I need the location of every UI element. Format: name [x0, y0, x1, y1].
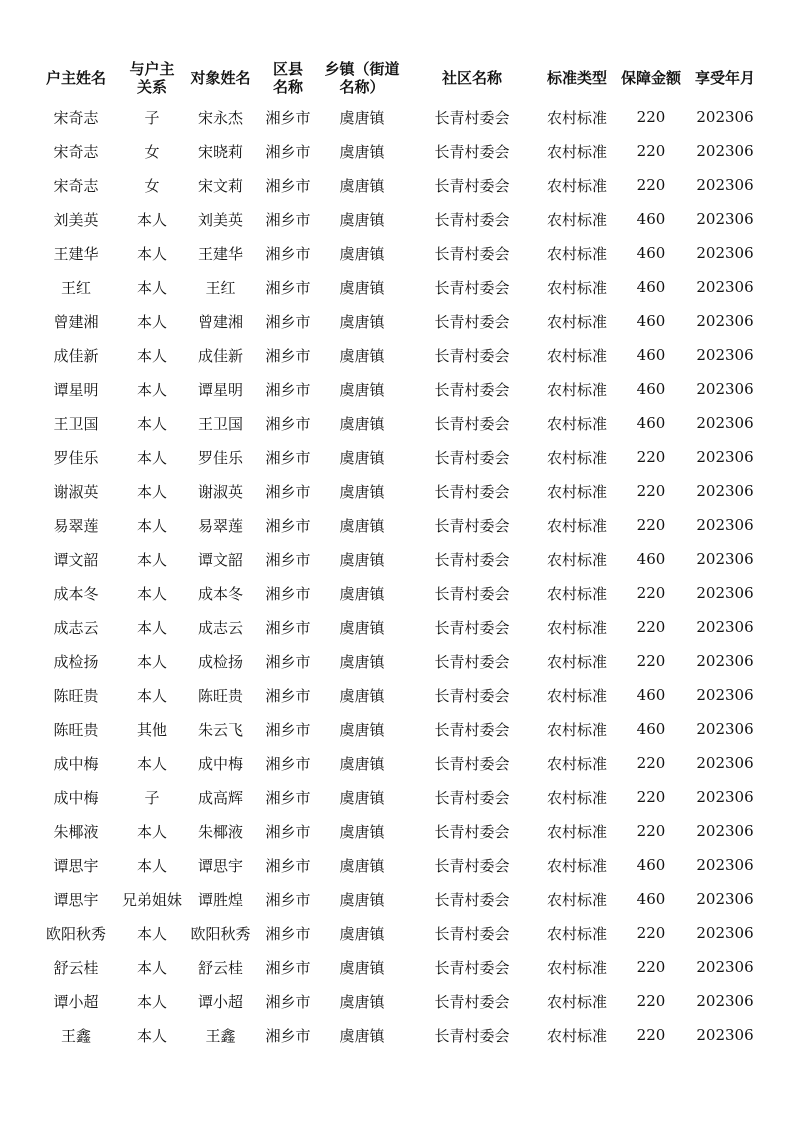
- header-row: [30, 56, 765, 100]
- amount-cell: 460: [636, 312, 666, 330]
- householder-name-cell: 成佳新: [53, 346, 99, 365]
- period-cell: 202306: [696, 414, 754, 432]
- standard-type-cell: 农村标准: [546, 210, 607, 229]
- recipient-name-cell: 朱云飞: [197, 720, 243, 739]
- community-cell: 长青村委会: [434, 516, 510, 535]
- town-cell: 虞唐镇: [339, 652, 385, 671]
- householder-name-cell: 谭文韶: [53, 550, 99, 569]
- relation-cell: 女: [144, 176, 160, 195]
- district-cell: 湘乡市: [265, 822, 311, 841]
- standard-type-cell: 农村标准: [546, 108, 607, 127]
- period-cell: 202306: [696, 856, 754, 874]
- recipient-name-cell: 谭胜煌: [197, 890, 243, 909]
- community-cell: 长青村委会: [434, 754, 510, 773]
- header-district-line2: 名称: [272, 78, 303, 96]
- recipient-name-cell: 刘美英: [197, 210, 243, 229]
- district-cell: 湘乡市: [265, 108, 311, 127]
- period-cell: 202306: [696, 686, 754, 704]
- district-cell: 湘乡市: [265, 890, 311, 909]
- period-cell: 202306: [696, 516, 754, 534]
- relation-cell: 本人: [136, 278, 167, 297]
- relation-cell: 本人: [136, 312, 167, 331]
- community-cell: 长青村委会: [434, 448, 510, 467]
- community-cell: 长青村委会: [434, 584, 510, 603]
- period-cell: 202306: [696, 618, 754, 636]
- recipient-name-cell: 舒云桂: [197, 958, 243, 977]
- town-cell: 虞唐镇: [339, 176, 385, 195]
- community-cell: 长青村委会: [434, 958, 510, 977]
- town-cell: 虞唐镇: [339, 312, 385, 331]
- standard-type-cell: 农村标准: [546, 754, 607, 773]
- relation-cell: 本人: [136, 516, 167, 535]
- period-cell: 202306: [696, 278, 754, 296]
- recipient-name-cell: 朱椰液: [197, 822, 243, 841]
- relation-cell: 兄弟姐妹: [122, 890, 183, 909]
- amount-cell: 460: [636, 414, 666, 432]
- community-cell: 长青村委会: [434, 992, 510, 1011]
- table-row: [30, 984, 765, 1018]
- table-row: [30, 100, 765, 134]
- period-cell: 202306: [696, 244, 754, 262]
- header-relation-line1: 与户主: [129, 60, 175, 78]
- period-cell: 202306: [696, 550, 754, 568]
- table-row: [30, 950, 765, 984]
- amount-cell: 220: [636, 754, 666, 772]
- table-row: [30, 372, 765, 406]
- period-cell: 202306: [696, 380, 754, 398]
- town-cell: 虞唐镇: [339, 584, 385, 603]
- community-cell: 长青村委会: [434, 278, 510, 297]
- relation-cell: 本人: [136, 584, 167, 603]
- amount-cell: 220: [636, 176, 666, 194]
- standard-type-cell: 农村标准: [546, 176, 607, 195]
- householder-name-cell: 朱椰液: [53, 822, 99, 841]
- district-cell: 湘乡市: [265, 856, 311, 875]
- table-row: [30, 712, 765, 746]
- recipient-name-cell: 宋文莉: [197, 176, 243, 195]
- householder-name-cell: 王鑫: [60, 1026, 91, 1045]
- header-amount: 保障金额: [620, 69, 681, 87]
- period-cell: 202306: [696, 1026, 754, 1044]
- table-row: [30, 610, 765, 644]
- district-cell: 湘乡市: [265, 720, 311, 739]
- period-cell: 202306: [696, 788, 754, 806]
- community-cell: 长青村委会: [434, 244, 510, 263]
- relation-cell: 子: [144, 108, 160, 127]
- standard-type-cell: 农村标准: [546, 856, 607, 875]
- community-cell: 长青村委会: [434, 822, 510, 841]
- standard-type-cell: 农村标准: [546, 550, 607, 569]
- recipient-name-cell: 曾建湘: [197, 312, 243, 331]
- amount-cell: 220: [636, 992, 666, 1010]
- householder-name-cell: 宋奇志: [53, 108, 99, 127]
- householder-name-cell: 谭思宇: [53, 890, 99, 909]
- table-row: [30, 474, 765, 508]
- relation-cell: 子: [144, 788, 160, 807]
- relation-cell: 本人: [136, 550, 167, 569]
- community-cell: 长青村委会: [434, 380, 510, 399]
- amount-cell: 460: [636, 856, 666, 874]
- town-cell: 虞唐镇: [339, 516, 385, 535]
- town-cell: 虞唐镇: [339, 958, 385, 977]
- table-row: [30, 678, 765, 712]
- recipient-name-cell: 宋永杰: [197, 108, 243, 127]
- amount-cell: 220: [636, 958, 666, 976]
- community-cell: 长青村委会: [434, 550, 510, 569]
- recipient-name-cell: 成佳新: [197, 346, 243, 365]
- relation-cell: 本人: [136, 924, 167, 943]
- standard-type-cell: 农村标准: [546, 482, 607, 501]
- relation-cell: 本人: [136, 482, 167, 501]
- recipient-name-cell: 王红: [205, 278, 236, 297]
- recipient-name-cell: 成本冬: [197, 584, 243, 603]
- period-cell: 202306: [696, 312, 754, 330]
- period-cell: 202306: [696, 448, 754, 466]
- standard-type-cell: 农村标准: [546, 346, 607, 365]
- recipient-name-cell: 谭小超: [197, 992, 243, 1011]
- community-cell: 长青村委会: [434, 1026, 510, 1045]
- header-district: [259, 56, 317, 100]
- district-cell: 湘乡市: [265, 1026, 311, 1045]
- householder-name-cell: 成志云: [53, 618, 99, 637]
- town-cell: 虞唐镇: [339, 822, 385, 841]
- table-row: [30, 1018, 765, 1052]
- town-cell: 虞唐镇: [339, 856, 385, 875]
- town-cell: 虞唐镇: [339, 992, 385, 1011]
- table-row: [30, 406, 765, 440]
- relation-cell: 本人: [136, 754, 167, 773]
- householder-name-cell: 谢淑英: [53, 482, 99, 501]
- district-cell: 湘乡市: [265, 482, 311, 501]
- community-cell: 长青村委会: [434, 312, 510, 331]
- recipient-name-cell: 易翠莲: [197, 516, 243, 535]
- table-row: [30, 508, 765, 542]
- recipient-name-cell: 陈旺贵: [197, 686, 243, 705]
- standard-type-cell: 农村标准: [546, 822, 607, 841]
- householder-name-cell: 舒云桂: [53, 958, 99, 977]
- community-cell: 长青村委会: [434, 890, 510, 909]
- district-cell: 湘乡市: [265, 754, 311, 773]
- relation-cell: 本人: [136, 618, 167, 637]
- relation-cell: 本人: [136, 652, 167, 671]
- relation-cell: 本人: [136, 686, 167, 705]
- householder-name-cell: 成本冬: [53, 584, 99, 603]
- community-cell: 长青村委会: [434, 142, 510, 161]
- town-cell: 虞唐镇: [339, 482, 385, 501]
- standard-type-cell: 农村标准: [546, 788, 607, 807]
- community-cell: 长青村委会: [434, 108, 510, 127]
- table-row: [30, 270, 765, 304]
- relation-cell: 本人: [136, 1026, 167, 1045]
- relation-cell: 本人: [136, 992, 167, 1011]
- town-cell: 虞唐镇: [339, 142, 385, 161]
- householder-name-cell: 王建华: [53, 244, 99, 263]
- amount-cell: 220: [636, 924, 666, 942]
- district-cell: 湘乡市: [265, 584, 311, 603]
- householder-name-cell: 曾建湘: [53, 312, 99, 331]
- householder-name-cell: 成中梅: [53, 788, 99, 807]
- district-cell: 湘乡市: [265, 550, 311, 569]
- table-row: [30, 644, 765, 678]
- householder-name-cell: 宋奇志: [53, 176, 99, 195]
- period-cell: 202306: [696, 108, 754, 126]
- table-row: [30, 780, 765, 814]
- town-cell: 虞唐镇: [339, 686, 385, 705]
- community-cell: 长青村委会: [434, 210, 510, 229]
- community-cell: 长青村委会: [434, 346, 510, 365]
- standard-type-cell: 农村标准: [546, 1026, 607, 1045]
- table-row: [30, 848, 765, 882]
- amount-cell: 220: [636, 108, 666, 126]
- table-row: [30, 338, 765, 372]
- district-cell: 湘乡市: [265, 788, 311, 807]
- district-cell: 湘乡市: [265, 992, 311, 1011]
- householder-name-cell: 陈旺贵: [53, 686, 99, 705]
- standard-type-cell: 农村标准: [546, 720, 607, 739]
- householder-name-cell: 谭思宇: [53, 856, 99, 875]
- amount-cell: 460: [636, 244, 666, 262]
- table-row: [30, 202, 765, 236]
- relation-cell: 本人: [136, 380, 167, 399]
- standard-type-cell: 农村标准: [546, 924, 607, 943]
- town-cell: 虞唐镇: [339, 414, 385, 433]
- header-standard-type: 标准类型: [546, 69, 607, 87]
- town-cell: 虞唐镇: [339, 1026, 385, 1045]
- table-row: [30, 236, 765, 270]
- standard-type-cell: 农村标准: [546, 618, 607, 637]
- standard-type-cell: 农村标准: [546, 142, 607, 161]
- district-cell: 湘乡市: [265, 312, 311, 331]
- table-body: [30, 100, 765, 1052]
- relation-cell: 本人: [136, 448, 167, 467]
- amount-cell: 220: [636, 448, 666, 466]
- community-cell: 长青村委会: [434, 176, 510, 195]
- standard-type-cell: 农村标准: [546, 312, 607, 331]
- householder-name-cell: 陈旺贵: [53, 720, 99, 739]
- amount-cell: 220: [636, 652, 666, 670]
- period-cell: 202306: [696, 924, 754, 942]
- householder-name-cell: 成检扬: [53, 652, 99, 671]
- recipient-name-cell: 罗佳乐: [197, 448, 243, 467]
- table-row: [30, 440, 765, 474]
- table-row: [30, 916, 765, 950]
- header-relation-line2: 关系: [136, 78, 167, 96]
- amount-cell: 220: [636, 1026, 666, 1044]
- standard-type-cell: 农村标准: [546, 278, 607, 297]
- header-district-line1: 区县: [272, 60, 303, 78]
- table-row: [30, 746, 765, 780]
- householder-name-cell: 宋奇志: [53, 142, 99, 161]
- period-cell: 202306: [696, 822, 754, 840]
- district-cell: 湘乡市: [265, 958, 311, 977]
- standard-type-cell: 农村标准: [546, 380, 607, 399]
- householder-name-cell: 易翠莲: [53, 516, 99, 535]
- district-cell: 湘乡市: [265, 210, 311, 229]
- recipient-name-cell: 成志云: [197, 618, 243, 637]
- standard-type-cell: 农村标准: [546, 890, 607, 909]
- recipient-name-cell: 成高辉: [197, 788, 243, 807]
- period-cell: 202306: [696, 754, 754, 772]
- district-cell: 湘乡市: [265, 686, 311, 705]
- community-cell: 长青村委会: [434, 924, 510, 943]
- table-row: [30, 814, 765, 848]
- amount-cell: 460: [636, 380, 666, 398]
- period-cell: 202306: [696, 210, 754, 228]
- amount-cell: 460: [636, 686, 666, 704]
- district-cell: 湘乡市: [265, 176, 311, 195]
- town-cell: 虞唐镇: [339, 380, 385, 399]
- amount-cell: 460: [636, 550, 666, 568]
- recipient-name-cell: 谭星明: [197, 380, 243, 399]
- amount-cell: 220: [636, 618, 666, 636]
- district-cell: 湘乡市: [265, 346, 311, 365]
- householder-name-cell: 谭星明: [53, 380, 99, 399]
- table-row: [30, 576, 765, 610]
- header-community: 社区名称: [441, 69, 502, 87]
- amount-cell: 460: [636, 278, 666, 296]
- recipient-name-cell: 欧阳秋秀: [190, 924, 251, 943]
- relation-cell: 本人: [136, 958, 167, 977]
- standard-type-cell: 农村标准: [546, 652, 607, 671]
- community-cell: 长青村委会: [434, 482, 510, 501]
- community-cell: 长青村委会: [434, 652, 510, 671]
- householder-name-cell: 成中梅: [53, 754, 99, 773]
- community-cell: 长青村委会: [434, 856, 510, 875]
- town-cell: 虞唐镇: [339, 924, 385, 943]
- amount-cell: 220: [636, 482, 666, 500]
- district-cell: 湘乡市: [265, 380, 311, 399]
- amount-cell: 460: [636, 210, 666, 228]
- recipient-name-cell: 成中梅: [197, 754, 243, 773]
- table-row: [30, 168, 765, 202]
- period-cell: 202306: [696, 890, 754, 908]
- recipient-name-cell: 王卫国: [197, 414, 243, 433]
- period-cell: 202306: [696, 142, 754, 160]
- header-period: 享受年月: [694, 69, 755, 87]
- householder-name-cell: 欧阳秋秀: [45, 924, 106, 943]
- standard-type-cell: 农村标准: [546, 686, 607, 705]
- header-town-line2: 名称）: [339, 78, 385, 96]
- town-cell: 虞唐镇: [339, 720, 385, 739]
- amount-cell: 220: [636, 516, 666, 534]
- standard-type-cell: 农村标准: [546, 958, 607, 977]
- period-cell: 202306: [696, 720, 754, 738]
- householder-name-cell: 罗佳乐: [53, 448, 99, 467]
- community-cell: 长青村委会: [434, 618, 510, 637]
- recipient-name-cell: 谢淑英: [197, 482, 243, 501]
- recipient-name-cell: 王鑫: [205, 1026, 236, 1045]
- community-cell: 长青村委会: [434, 686, 510, 705]
- householder-name-cell: 刘美英: [53, 210, 99, 229]
- district-cell: 湘乡市: [265, 414, 311, 433]
- header-recipient-name: 对象姓名: [190, 69, 251, 87]
- amount-cell: 460: [636, 890, 666, 908]
- standard-type-cell: 农村标准: [546, 992, 607, 1011]
- relation-cell: 其他: [136, 720, 167, 739]
- recipient-name-cell: 成检扬: [197, 652, 243, 671]
- district-cell: 湘乡市: [265, 448, 311, 467]
- period-cell: 202306: [696, 346, 754, 364]
- period-cell: 202306: [696, 482, 754, 500]
- relation-cell: 本人: [136, 244, 167, 263]
- town-cell: 虞唐镇: [339, 210, 385, 229]
- table-row: [30, 542, 765, 576]
- town-cell: 虞唐镇: [339, 754, 385, 773]
- town-cell: 虞唐镇: [339, 788, 385, 807]
- amount-cell: 460: [636, 346, 666, 364]
- header-householder-name: 户主姓名: [45, 69, 106, 87]
- period-cell: 202306: [696, 958, 754, 976]
- table-row: [30, 304, 765, 338]
- householder-name-cell: 王红: [60, 278, 91, 297]
- district-cell: 湘乡市: [265, 278, 311, 297]
- householder-name-cell: 谭小超: [53, 992, 99, 1011]
- relation-cell: 本人: [136, 822, 167, 841]
- town-cell: 虞唐镇: [339, 550, 385, 569]
- header-town: [317, 56, 407, 100]
- town-cell: 虞唐镇: [339, 890, 385, 909]
- relation-cell: 本人: [136, 346, 167, 365]
- town-cell: 虞唐镇: [339, 448, 385, 467]
- recipient-name-cell: 谭文韶: [197, 550, 243, 569]
- town-cell: 虞唐镇: [339, 618, 385, 637]
- recipient-name-cell: 王建华: [197, 244, 243, 263]
- town-cell: 虞唐镇: [339, 346, 385, 365]
- relation-cell: 本人: [136, 210, 167, 229]
- standard-type-cell: 农村标准: [546, 244, 607, 263]
- town-cell: 虞唐镇: [339, 244, 385, 263]
- period-cell: 202306: [696, 584, 754, 602]
- community-cell: 长青村委会: [434, 720, 510, 739]
- amount-cell: 220: [636, 788, 666, 806]
- period-cell: 202306: [696, 176, 754, 194]
- district-cell: 湘乡市: [265, 142, 311, 161]
- standard-type-cell: 农村标准: [546, 516, 607, 535]
- district-cell: 湘乡市: [265, 244, 311, 263]
- header-relation: [122, 56, 182, 100]
- table-row: [30, 134, 765, 168]
- district-cell: 湘乡市: [265, 516, 311, 535]
- district-cell: 湘乡市: [265, 924, 311, 943]
- relation-cell: 女: [144, 142, 160, 161]
- amount-cell: 220: [636, 822, 666, 840]
- amount-cell: 220: [636, 142, 666, 160]
- town-cell: 虞唐镇: [339, 108, 385, 127]
- period-cell: 202306: [696, 992, 754, 1010]
- relation-cell: 本人: [136, 414, 167, 433]
- header-town-line1: 乡镇（街道: [324, 60, 400, 78]
- table-row: [30, 882, 765, 916]
- district-cell: 湘乡市: [265, 618, 311, 637]
- relation-cell: 本人: [136, 856, 167, 875]
- amount-cell: 460: [636, 720, 666, 738]
- recipient-name-cell: 谭思宇: [197, 856, 243, 875]
- subsidy-roster-table: [30, 56, 765, 1052]
- district-cell: 湘乡市: [265, 652, 311, 671]
- standard-type-cell: 农村标准: [546, 448, 607, 467]
- standard-type-cell: 农村标准: [546, 584, 607, 603]
- community-cell: 长青村委会: [434, 414, 510, 433]
- recipient-name-cell: 宋晓莉: [197, 142, 243, 161]
- householder-name-cell: 王卫国: [53, 414, 99, 433]
- community-cell: 长青村委会: [434, 788, 510, 807]
- town-cell: 虞唐镇: [339, 278, 385, 297]
- period-cell: 202306: [696, 652, 754, 670]
- amount-cell: 220: [636, 584, 666, 602]
- standard-type-cell: 农村标准: [546, 414, 607, 433]
